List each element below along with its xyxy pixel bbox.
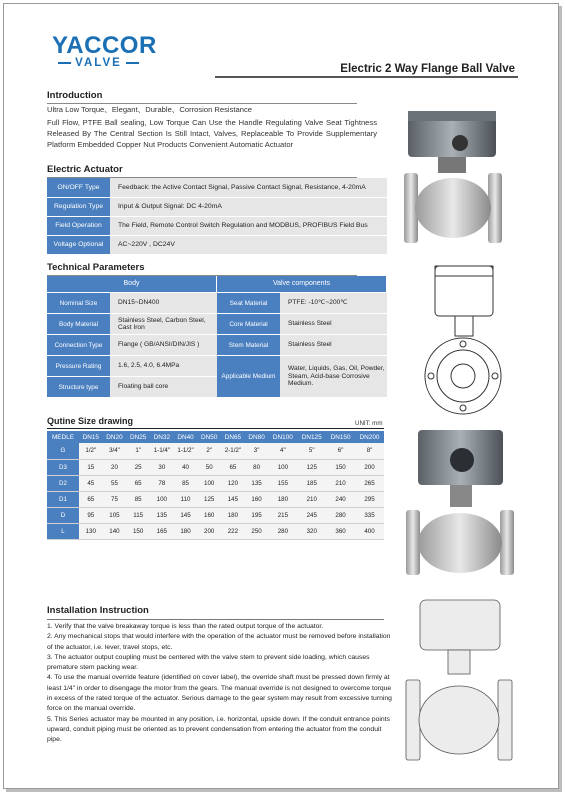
size-cell: 95 <box>79 507 103 523</box>
tech-header-body: Body <box>47 276 217 292</box>
size-cell: 3/4" <box>103 443 127 459</box>
list-item: 3. The actuator output coupling must be centered with the valve stem to prevent side loading, which causes premature stem packing wear. <box>47 653 370 672</box>
size-cell: 222 <box>221 523 245 539</box>
tech-header-components: Valve components <box>217 276 387 292</box>
size-cell: 180 <box>221 507 245 523</box>
size-cell: 100 <box>150 491 174 507</box>
tech-value: Floating ball core <box>110 377 217 397</box>
size-cell: 155 <box>268 475 297 491</box>
tech-key: Applicable Medium <box>217 356 280 397</box>
actuator-value: Feedback: the Active Contact Signal, Passive Contact Signal, Resistance, 4-20mA <box>110 178 387 197</box>
size-cell: 120 <box>221 475 245 491</box>
size-cell: 360 <box>326 523 355 539</box>
tech-key: Core Material <box>217 314 280 334</box>
size-cell: 140 <box>103 523 127 539</box>
size-cell: 100 <box>197 475 221 491</box>
intro-line1: Ultra Low Torque、Elegant、Durable、Corrosion Resistance <box>47 105 252 114</box>
size-cell: 65 <box>79 491 103 507</box>
tech-header <box>47 276 387 292</box>
table-row <box>47 475 384 491</box>
size-column-header: DN80 <box>245 431 269 443</box>
size-cell: 240 <box>326 491 355 507</box>
size-cell: 280 <box>268 523 297 539</box>
size-cell: 185 <box>297 475 326 491</box>
tech-key: Structure type <box>47 377 110 397</box>
size-cell: 15 <box>79 459 103 475</box>
size-cell: 400 <box>355 523 384 539</box>
intro-line2: Full Flow, PTFE Ball sealing, Low Torque Can Use the Handle Regulating Valve Seat Tightness Released By The Central Section Is Still Intact, Valves, Replaceable To Provide Supplementary Platform Embedded Copper Nut Products Convenient Automatic Actuator <box>47 118 377 149</box>
tech-lower <box>47 355 387 397</box>
table-row <box>47 314 387 334</box>
size-cell: 215 <box>268 507 297 523</box>
brand-sub <box>52 57 145 69</box>
size-cell: 25 <box>126 459 150 475</box>
size-cell: 280 <box>326 507 355 523</box>
valve-drawing-1 <box>405 258 520 418</box>
valve-drawing-2 <box>398 590 523 775</box>
document-title: Electric 2 Way Flange Ball Valve <box>340 63 515 75</box>
brand-sub-text: VALVE <box>75 57 122 69</box>
size-cell: 210 <box>297 491 326 507</box>
tech-table <box>47 276 387 397</box>
size-cell: 115 <box>126 507 150 523</box>
size-cell: 6" <box>326 443 355 459</box>
size-cell: 85 <box>174 475 198 491</box>
size-cell: 160 <box>245 491 269 507</box>
size-column-header: DN150 <box>326 431 355 443</box>
table-row <box>47 197 387 216</box>
actuator-value: Input & Output Signal: DC 4-20mA <box>110 197 387 216</box>
size-table <box>47 431 384 540</box>
size-cell: 40 <box>174 459 198 475</box>
actuator-key: Voltage Optional <box>47 235 110 254</box>
size-cell: 20 <box>103 459 127 475</box>
unit-label: UNIT: mm <box>355 420 383 427</box>
size-row-label: D2 <box>47 475 79 491</box>
size-divider <box>47 428 384 429</box>
tech-value: Stainless Steel <box>280 314 387 334</box>
tech-value: Stainless Steel, Carbon Steel, Cast Iron <box>110 314 217 334</box>
size-column-header: DN65 <box>221 431 245 443</box>
size-cell: 55 <box>103 475 127 491</box>
table-row <box>47 491 384 507</box>
size-cell: 100 <box>268 459 297 475</box>
size-cell: 125 <box>197 491 221 507</box>
size-column-header: DN20 <box>103 431 127 443</box>
size-cell: 200 <box>355 459 384 475</box>
size-cell: 105 <box>103 507 127 523</box>
size-cell: 150 <box>326 459 355 475</box>
brand-logo: YACCOR <box>52 32 157 59</box>
size-cell: 320 <box>297 523 326 539</box>
size-row-label: D1 <box>47 491 79 507</box>
size-row-label: L <box>47 523 79 539</box>
size-cell: 295 <box>355 491 384 507</box>
size-cell: 85 <box>126 491 150 507</box>
size-cell: 65 <box>221 459 245 475</box>
actuator-key: Regulation Type <box>47 197 110 216</box>
size-cell: 5" <box>297 443 326 459</box>
size-cell: 75 <box>103 491 127 507</box>
size-cell: 245 <box>297 507 326 523</box>
list-item: 4. To use the manual override feature (identified on cover label), the override shaft must be pressed down firmly at least 1/4" in order to disengage the motor from the gears. The manual override is not designed to overcome torque in excess of the rated torque of the actuator. Serious damage to the gear system may result from excessive turning force on the manual override. <box>47 674 392 713</box>
size-cell: 65 <box>126 475 150 491</box>
size-cell: 195 <box>245 507 269 523</box>
table-row <box>47 459 384 475</box>
title-divider <box>215 76 518 78</box>
tech-lower-left <box>47 355 217 397</box>
size-cell: 180 <box>268 491 297 507</box>
tech-key: Pressure Rating <box>47 356 110 376</box>
size-cell: 80 <box>245 459 269 475</box>
table-row <box>217 356 387 397</box>
size-cell: 165 <box>150 523 174 539</box>
tech-key: Seat Material <box>217 293 280 313</box>
list-item: 2. Any mechanical stops that would interfere with the operation of the actuator must be removed before installation of the actuator, i.e. lever, travel stops, etc. <box>47 633 391 651</box>
size-column-header: DN40 <box>174 431 198 443</box>
size-cell: 125 <box>297 459 326 475</box>
table-row <box>47 507 384 523</box>
table-row <box>47 178 387 197</box>
size-cell: 250 <box>245 523 269 539</box>
size-cell: 135 <box>245 475 269 491</box>
table-row <box>47 216 387 235</box>
size-cell: 78 <box>150 475 174 491</box>
size-cell: 4" <box>268 443 297 459</box>
actuator-key: Field Operation <box>47 216 110 235</box>
actuator-key: ON/OFF Type <box>47 178 110 197</box>
size-cell: 2" <box>197 443 221 459</box>
size-column-header: DN25 <box>126 431 150 443</box>
size-column-header: DN125 <box>297 431 326 443</box>
tech-heading: Technical Parameters <box>47 262 145 273</box>
size-cell: 30 <box>150 459 174 475</box>
size-cell: 110 <box>174 491 198 507</box>
tech-value: 1.6, 2.5, 4.0, 6.4MPa <box>110 356 217 376</box>
table-row <box>47 235 387 254</box>
size-cell: 130 <box>79 523 103 539</box>
size-column-header: DN32 <box>150 431 174 443</box>
size-cell: 3" <box>245 443 269 459</box>
size-cell: 160 <box>197 507 221 523</box>
tech-value: Water, Liquids, Gas, Oil, Powder, Steam, Acid-base Corrosive Medium. <box>280 356 387 397</box>
tech-value: Flange ( GB/ANSI/DIN/JIS ) <box>110 335 217 355</box>
actuator-value: The Field, Remote Control Switch Regulation and MODBUS, PROFIBUS Field Bus <box>110 216 387 235</box>
size-cell: 210 <box>326 475 355 491</box>
actuator-heading: Electric Actuator <box>47 164 123 175</box>
intro-heading: Introduction <box>47 90 103 101</box>
size-cell: 1/2" <box>79 443 103 459</box>
size-column-header: MEDLE <box>47 431 79 443</box>
tech-key: Connection Type <box>47 335 110 355</box>
table-row <box>47 443 384 459</box>
size-cell: 150 <box>126 523 150 539</box>
table-row <box>47 335 387 355</box>
size-header-row <box>47 431 384 443</box>
actuator-value: AC~220V , DC24V <box>110 235 387 254</box>
size-cell: 45 <box>79 475 103 491</box>
tech-key: Stem Material <box>217 335 280 355</box>
size-cell: 8" <box>355 443 384 459</box>
size-cell: 335 <box>355 507 384 523</box>
valve-photo-1 <box>400 103 525 253</box>
tech-value: PTFE: -10℃~200℃ <box>280 293 387 313</box>
table-row <box>47 377 217 397</box>
size-column-header: DN100 <box>268 431 297 443</box>
size-row-label: D <box>47 507 79 523</box>
tech-value: Stainless Steel <box>280 335 387 355</box>
size-cell: 1-1/2" <box>174 443 198 459</box>
valve-photo-2 <box>400 425 525 585</box>
size-cell: 145 <box>221 491 245 507</box>
size-cell: 2-1/2" <box>221 443 245 459</box>
tech-value: DN15~DN400 <box>110 293 217 313</box>
list-item: 5. This Series actuator may be mounted in any position, i.e. horizontal, upside down. If the conduit entrance points upward, conduit piping must be oriented as to prevent condensation from entering the actuator from the conduit pipe. <box>47 715 390 744</box>
size-cell: 50 <box>197 459 221 475</box>
size-row-label: G <box>47 443 79 459</box>
size-cell: 1-1/4" <box>150 443 174 459</box>
size-cell: 145 <box>174 507 198 523</box>
size-cell: 135 <box>150 507 174 523</box>
size-column-header: DN50 <box>197 431 221 443</box>
size-cell: 265 <box>355 475 384 491</box>
list-item: 1. Verify that the valve breakaway torque is less than the rated output torque of the actuator. <box>47 623 324 630</box>
size-cell: 200 <box>197 523 221 539</box>
tech-key: Nominal Size <box>47 293 110 313</box>
size-column-header: DN200 <box>355 431 384 443</box>
actuator-table <box>47 178 387 255</box>
size-cell: 180 <box>174 523 198 539</box>
size-row-label: D3 <box>47 459 79 475</box>
size-heading: Qutine Size drawing <box>47 416 134 426</box>
table-row <box>47 293 387 313</box>
install-divider <box>47 619 384 620</box>
tech-key: Body Material <box>47 314 110 334</box>
table-row <box>47 523 384 539</box>
install-list <box>47 622 392 746</box>
table-row <box>47 356 217 376</box>
size-cell: 1" <box>126 443 150 459</box>
size-column-header: DN15 <box>79 431 103 443</box>
install-heading: Installation Instruction <box>47 605 149 616</box>
